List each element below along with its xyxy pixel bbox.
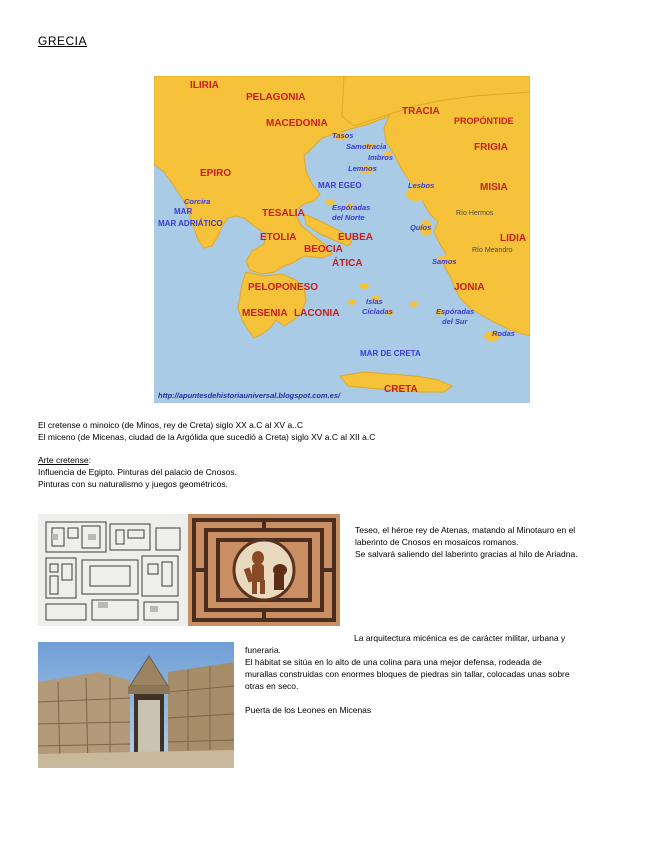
teseo-line-1: Teseo, el héroe rey de Atenas, matando al Minotauro en el xyxy=(355,525,576,535)
art-line-2: Pinturas con su naturalismo y juegos geométricos. xyxy=(38,479,228,489)
theseus-mosaic-image xyxy=(188,514,340,626)
map-source-url: http://apuntesdehistoriauniversal.blogspot.com.es/ xyxy=(158,391,341,400)
map-label-peloponeso: PELOPONESO xyxy=(248,282,319,293)
greece-map xyxy=(154,76,530,403)
micenas-line-2: funeraria. xyxy=(245,645,281,655)
map-label-esporadas-sur: Espóradas xyxy=(436,307,475,316)
map-label-esporadas-norte-2: del Norte xyxy=(332,213,365,222)
map-label-rio-meandro: Río Meandro xyxy=(472,247,513,254)
lion-gate-image xyxy=(38,642,234,768)
map-label-mar-adriatico-1: MAR xyxy=(174,207,193,216)
map-label-etolia: ETOLIA xyxy=(260,232,297,243)
map-label-lesbos: Lesbos xyxy=(408,181,435,190)
map-label-mar-adriatico: MAR ADRIÁTICO xyxy=(158,219,223,228)
micenas-text xyxy=(245,644,625,716)
map-label-mar-egeo: MAR EGEO xyxy=(318,181,362,190)
intro-line-1: El cretense o minoico (de Minos, rey de Creta) siglo XX a.C al XV a..C xyxy=(38,420,304,430)
art-heading-text: Arte cretense xyxy=(38,455,89,465)
teseo-line-2: laberinto de Cnosos en mosaicos romanos. xyxy=(355,537,519,547)
map-label-esporadas-norte: Espóradas xyxy=(332,203,371,212)
map-label-rio-hermos: Río Hermos xyxy=(456,210,494,217)
map-label-imbros: Imbros xyxy=(368,153,394,162)
map-label-iliria: ILIRIA xyxy=(190,80,219,91)
art-heading xyxy=(38,454,91,466)
knossos-plan-image xyxy=(38,514,188,626)
page-title: GRECIA xyxy=(38,34,88,48)
map-label-macedonia: MACEDONIA xyxy=(266,118,328,129)
map-label-mesenia: MESENIA xyxy=(242,308,288,319)
map-label-misia: MISIA xyxy=(480,182,508,193)
map-label-lidia: LIDIA xyxy=(500,233,527,244)
micenas-line-1: La arquitectura micénica es de carácter militar, urbana y xyxy=(354,633,566,643)
map-label-laconia: LACONIA xyxy=(294,308,340,319)
map-label-lemnos: Lemnos xyxy=(348,164,377,173)
art-line-1: Influencia de Egipto. Pinturas del palacio de Cnosos. xyxy=(38,467,237,477)
micenas-caption: Puerta de los Leones en Micenas xyxy=(245,705,372,715)
map-label-creta: CRETA xyxy=(384,384,418,395)
map-label-islas: Islas xyxy=(366,297,383,306)
teseo-line-3: Se salvará saliendo del laberinto gracias al hilo de Ariadna. xyxy=(355,549,578,559)
map-label-pelagonia: PELAGONIA xyxy=(246,92,306,103)
map-label-tracia: TRACIA xyxy=(402,106,440,117)
map-label-esporadas-sur-2: del Sur xyxy=(442,317,468,326)
map-label-samotracia: Samotracia xyxy=(346,142,387,151)
map-label-quios: Quíos xyxy=(410,223,432,232)
art-heading-colon: : xyxy=(88,455,91,465)
map-label-tasos: Tasos xyxy=(332,131,354,140)
map-label-rodas: Rodas xyxy=(492,329,515,338)
intro-line-2: El micenо (de Micenas, ciudad de la Argólida que sucedió a Creta) siglo XV a.C al XII a.C xyxy=(38,432,376,442)
micenas-line-3: El hábitat se sitúa en lo alto de una colina para una mejor defensa, rodeada de xyxy=(245,657,542,667)
teseo-text xyxy=(355,524,625,560)
micenas-line-5: otras en seco. xyxy=(245,681,299,691)
map-label-tesalia: TESALIA xyxy=(262,208,305,219)
map-label-atica: ÁTICA xyxy=(332,258,363,269)
micenas-line-4: murallas construidas con enormes bloques de piedras sin tallar, colocadas unas sobre xyxy=(245,669,570,679)
map-label-propontide: PROPÓNTIDE xyxy=(454,116,514,126)
map-label-epiro: EPIRO xyxy=(200,168,232,179)
map-label-corcira: Corcira xyxy=(184,197,211,206)
map-label-cicladas: Cícladas xyxy=(362,307,393,316)
map-label-mar-de-creta: MAR DE CRETA xyxy=(360,349,421,358)
map-label-eubea: EUBEA xyxy=(338,232,374,243)
map-label-samos: Samos xyxy=(432,257,457,266)
map-label-frigia: FRIGIA xyxy=(474,142,508,153)
map-label-jonia: JONIA xyxy=(454,282,485,293)
map-label-beocia: BEOCIA xyxy=(304,244,343,255)
